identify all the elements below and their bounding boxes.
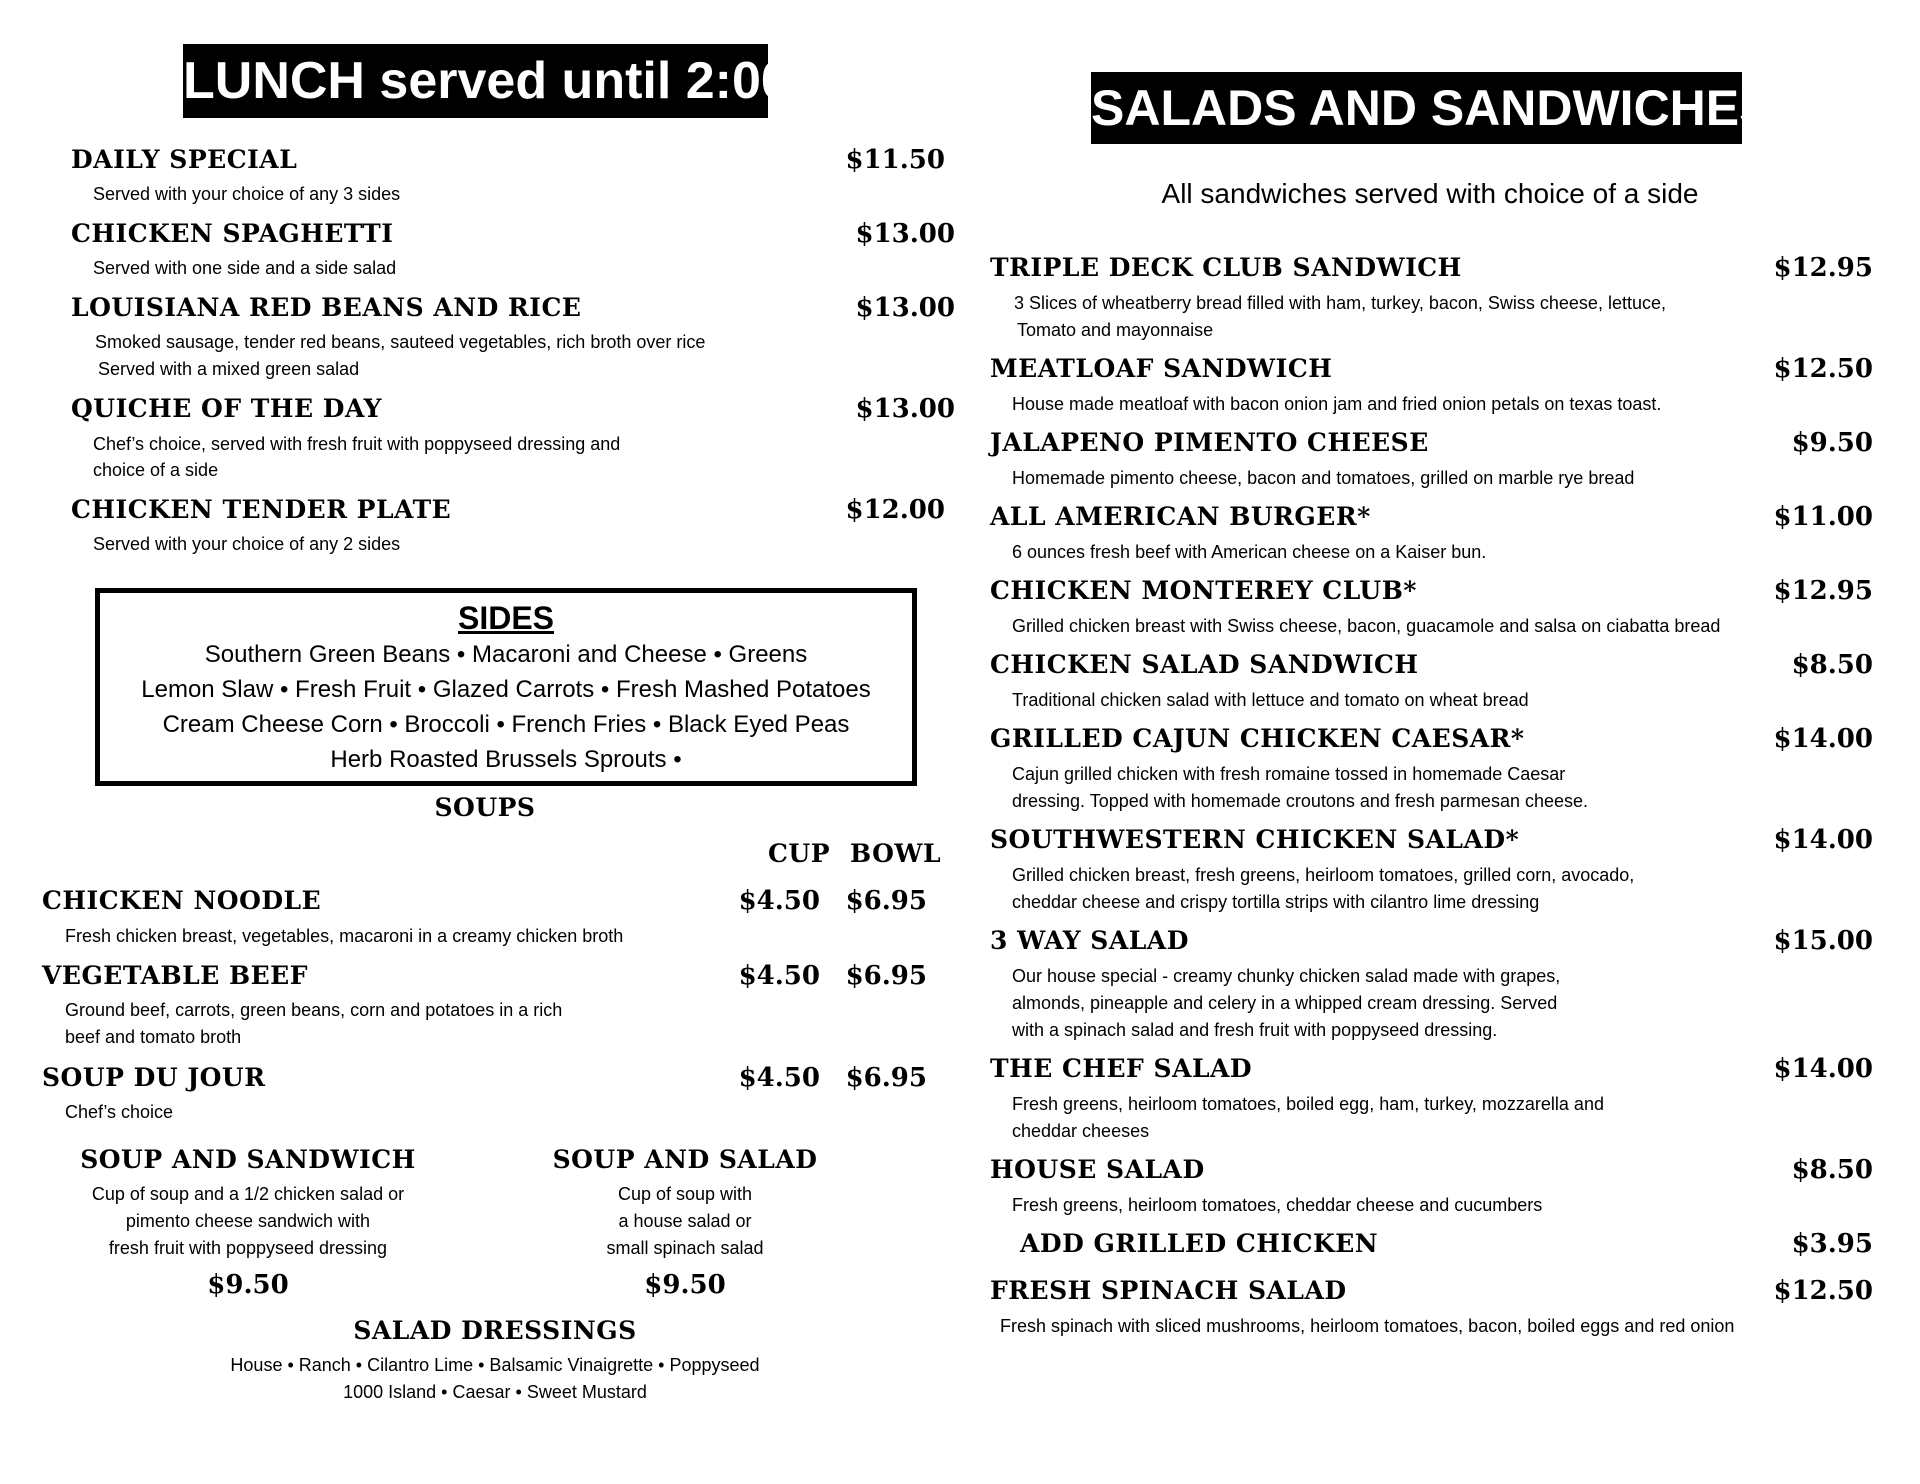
salad-addon-price: $3.95 <box>1791 1229 1873 1259</box>
salad-item-price: $12.50 <box>1773 354 1873 384</box>
lunch-item-desc: Chef’s choice, served with fresh fruit with poppyseed dressing and <box>93 434 621 454</box>
sides-title: SIDES <box>457 600 555 636</box>
lunch-item-price: $13.00 <box>855 293 955 323</box>
soup-cup-price: $4.50 <box>738 886 820 916</box>
lunch-item-price: $11.50 <box>845 145 945 175</box>
combo-soup-and-sandwich <box>48 1145 448 1300</box>
soup-bowl-price: $6.95 <box>845 961 927 991</box>
sides-line: Southern Green Beans • Macaroni and Cheese • Greens <box>204 641 808 668</box>
sides-line: Cream Cheese Corn • Broccoli • French Fries • Black Eyed Peas <box>162 711 850 738</box>
lunch-item-name: DAILY SPECIAL <box>71 145 298 174</box>
combo-price: $9.50 <box>644 1270 726 1300</box>
salad-item-name: TRIPLE DECK CLUB SANDWICH <box>990 253 1462 282</box>
lunch-item-desc: choice of a side <box>93 460 219 480</box>
salads-banner <box>1091 72 1773 144</box>
bowl-column-label: BOWL <box>850 839 942 868</box>
salad-item-name: JALAPENO PIMENTO CHEESE <box>990 428 1429 457</box>
salad-dressings <box>95 1316 895 1406</box>
salad-item-price: $15.00 <box>1773 926 1873 956</box>
combo-desc: Cup of soup with <box>617 1184 753 1204</box>
salad-item-desc: House made meatloaf with bacon onion jam and fried onion petals on texas toast. <box>1012 394 1662 414</box>
salad-item-name: SOUTHWESTERN CHICKEN SALAD* <box>990 825 1520 854</box>
combo-name: SOUP AND SALAD <box>552 1145 818 1174</box>
lunch-item-desc: Served with your choice of any 2 sides <box>93 534 401 554</box>
salad-item-name: THE CHEF SALAD <box>990 1054 1253 1083</box>
salad-item-price: $14.00 <box>1773 724 1873 754</box>
salad-item-name: CHICKEN MONTEREY CLUB* <box>990 576 1417 605</box>
salad-item-price: $12.95 <box>1773 253 1873 283</box>
soup-bowl-price: $6.95 <box>845 1063 927 1093</box>
salad-item-price: $11.00 <box>1773 502 1873 532</box>
salad-item-price: $12.50 <box>1773 1276 1873 1306</box>
cup-column-label: CUP <box>768 839 830 868</box>
salad-item-name: HOUSE SALAD <box>990 1155 1205 1184</box>
soup-desc: Ground beef, carrots, green beans, corn and potatoes in a rich <box>65 1000 563 1020</box>
sides-line: Lemon Slaw • Fresh Fruit • Glazed Carrots • Fresh Mashed Potatoes <box>141 676 871 703</box>
combo-desc: Cup of soup and a 1/2 chicken salad or <box>91 1184 405 1204</box>
dressings-title: SALAD DRESSINGS <box>353 1316 637 1345</box>
salads-subtitle: All sandwiches served with choice of a side <box>1161 178 1699 209</box>
soup-name: VEGETABLE BEEF <box>42 961 308 990</box>
salad-item-desc: almonds, pineapple and celery in a whipped cream dressing. Served <box>1012 993 1558 1013</box>
soup-desc: beef and tomato broth <box>65 1027 242 1047</box>
salad-item-price: $8.50 <box>1791 1155 1873 1185</box>
salad-item-desc: 6 ounces fresh beef with American cheese on a Kaiser bun. <box>1012 542 1487 562</box>
salad-item-name: GRILLED CAJUN CHICKEN CAESAR* <box>990 724 1525 753</box>
sides-line: Herb Roasted Brussels Sprouts • <box>330 746 682 773</box>
salad-item-desc: cheddar cheese and crispy tortilla strips with cilantro lime dressing <box>1012 892 1540 912</box>
dressings-line: 1000 Island • Caesar • Sweet Mustard <box>343 1382 647 1402</box>
lunch-title: LUNCH served until 2:00 <box>183 52 790 110</box>
salad-item-name: ALL AMERICAN BURGER* <box>990 502 1371 531</box>
soup-cup-price: $4.50 <box>738 961 820 991</box>
lunch-item-name: CHICKEN TENDER PLATE <box>71 495 452 524</box>
salad-item-desc: Fresh spinach with sliced mushrooms, heirloom tomatoes, bacon, boiled eggs and red onion <box>1000 1316 1735 1336</box>
lunch-item-desc: Served with one side and a side salad <box>93 258 397 278</box>
soup-name: CHICKEN NOODLE <box>42 886 322 915</box>
soup-desc: Fresh chicken breast, vegetables, macaroni in a creamy chicken broth <box>65 926 624 946</box>
soup-bowl-price: $6.95 <box>845 886 927 916</box>
salad-item-desc: Grilled chicken breast with Swiss cheese, bacon, guacamole and salsa on ciabatta bread <box>1012 616 1721 636</box>
salad-item-desc: with a spinach salad and fresh fruit with poppyseed dressing. <box>1012 1020 1498 1040</box>
soup-cup-price: $4.50 <box>738 1063 820 1093</box>
combo-desc: small spinach salad <box>606 1238 764 1258</box>
salad-item-name: CHICKEN SALAD SANDWICH <box>990 650 1419 679</box>
combo-desc: a house salad or <box>618 1211 752 1231</box>
sides-box <box>95 588 917 786</box>
salad-item-desc: 3 Slices of wheatberry bread filled with ham, turkey, bacon, Swiss cheese, lettuce, <box>1014 293 1666 313</box>
combo-name: SOUP AND SANDWICH <box>80 1145 416 1174</box>
salad-item-price: $14.00 <box>1773 825 1873 855</box>
lunch-banner <box>183 44 790 118</box>
salad-item-name: MEATLOAF SANDWICH <box>990 354 1333 383</box>
salad-item-desc: Fresh greens, heirloom tomatoes, cheddar cheese and cucumbers <box>1012 1195 1543 1215</box>
combo-soup-and-salad <box>485 1145 885 1300</box>
salad-item-name: 3 WAY SALAD <box>990 926 1189 955</box>
lunch-item-name: LOUISIANA RED BEANS AND RICE <box>71 293 582 322</box>
salad-item-name: FRESH SPINACH SALAD <box>990 1276 1347 1305</box>
salad-item-desc: Traditional chicken salad with lettuce and tomato on wheat bread <box>1012 690 1529 710</box>
salad-item-desc: Homemade pimento cheese, bacon and tomatoes, grilled on marble rye bread <box>1012 468 1635 488</box>
lunch-item-price: $13.00 <box>855 219 955 249</box>
lunch-item-desc: Served with your choice of any 3 sides <box>93 184 401 204</box>
combo-desc: fresh fruit with poppyseed dressing <box>108 1238 388 1258</box>
salad-item-desc: Tomato and mayonnaise <box>1017 320 1214 340</box>
salads-title: SALADS AND SANDWICHES <box>1091 80 1773 136</box>
combo-price: $9.50 <box>207 1270 289 1300</box>
salad-item-desc: Fresh greens, heirloom tomatoes, boiled egg, ham, turkey, mozzarella and <box>1012 1094 1604 1114</box>
salad-item-desc: Our house special - creamy chunky chicken salad made with grapes, <box>1012 966 1561 986</box>
lunch-item-price: $13.00 <box>855 394 955 424</box>
lunch-item-desc: Served with a mixed green salad <box>98 359 360 379</box>
salad-item-price: $12.95 <box>1773 576 1873 606</box>
lunch-item-price: $12.00 <box>845 495 945 525</box>
lunch-item-name: CHICKEN SPAGHETTI <box>71 219 394 248</box>
salad-item-desc: cheddar cheeses <box>1012 1121 1150 1141</box>
soups-heading: SOUPS <box>434 793 536 822</box>
soup-name: SOUP DU JOUR <box>42 1063 266 1092</box>
salad-item-desc: Cajun grilled chicken with fresh romaine tossed in homemade Caesar <box>1012 764 1566 784</box>
soup-desc: Chef’s choice <box>65 1102 174 1122</box>
salad-item-desc: dressing. Topped with homemade croutons and fresh parmesan cheese. <box>1012 791 1589 811</box>
salad-item-price: $8.50 <box>1791 650 1873 680</box>
lunch-item-name: QUICHE OF THE DAY <box>71 394 382 423</box>
combo-desc: pimento cheese sandwich with <box>125 1211 371 1231</box>
salad-addon-name: ADD GRILLED CHICKEN <box>1020 1229 1379 1258</box>
dressings-line: House • Ranch • Cilantro Lime • Balsamic Vinaigrette • Poppyseed <box>230 1355 760 1375</box>
lunch-item-desc: Smoked sausage, tender red beans, sauteed vegetables, rich broth over rice <box>95 332 706 352</box>
salad-item-price: $14.00 <box>1773 1054 1873 1084</box>
salad-item-price: $9.50 <box>1791 428 1873 458</box>
salad-item-desc: Grilled chicken breast, fresh greens, heirloom tomatoes, grilled corn, avocado, <box>1012 865 1635 885</box>
